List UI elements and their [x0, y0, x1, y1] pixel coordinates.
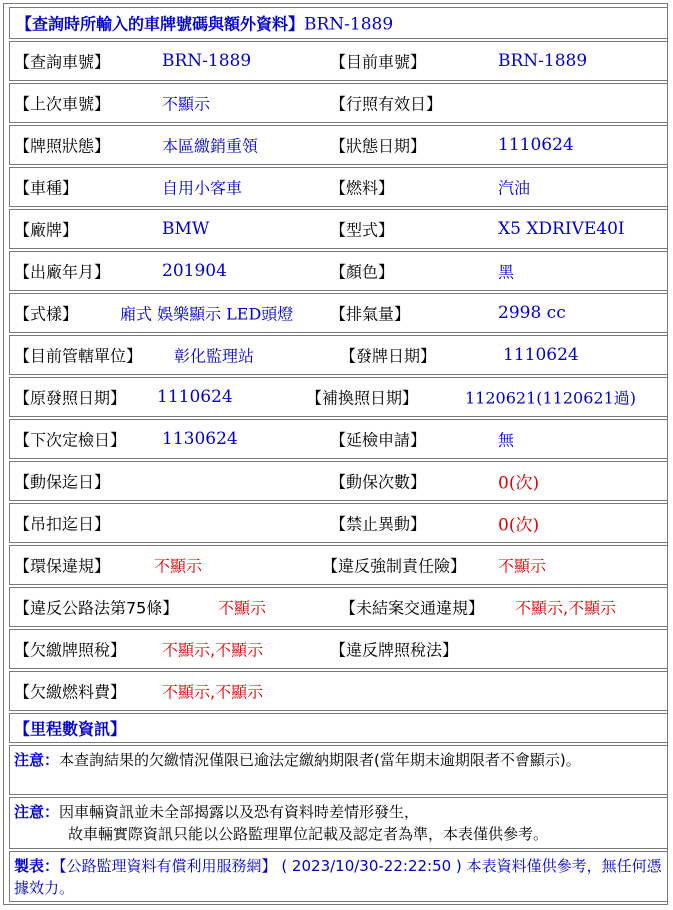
insurance-violation-label: 【違反強制責任險】 [322, 556, 467, 576]
displacement-label: 【排氣量】 [330, 304, 411, 324]
previous-plate-value: 不顯示 [162, 94, 211, 114]
footer-source: 【公路監理資料有償利用服務網】 [59, 857, 277, 875]
note-row-1 [9, 745, 668, 795]
row-type [9, 167, 668, 207]
note-1 [14, 749, 663, 771]
footer-row [9, 851, 668, 902]
license-valid-label: 【行照有效日】 [330, 94, 443, 114]
original-license-value: 1110624 [157, 387, 233, 407]
query-plate-label: 【查詢車號】 [14, 52, 111, 72]
manufacture-value: 201904 [162, 261, 227, 281]
pending-traffic-value: 不顯示,不顯示 [515, 598, 617, 618]
unpaid-fuel-fee-label: 【欠繳燃料費】 [14, 682, 127, 702]
note-row-2 [9, 797, 668, 849]
header-title [16, 12, 393, 35]
fuel-value: 汽油 [498, 178, 531, 198]
row-seizure [9, 503, 668, 543]
note-2 [14, 801, 663, 845]
row-office [9, 335, 668, 375]
row-style [9, 293, 668, 333]
next-inspection-label: 【下次定檢日】 [14, 430, 127, 450]
note-1-prefix: 注意： [14, 751, 60, 769]
displacement-value: 2998 cc [498, 303, 566, 323]
lien-count-label: 【動保次數】 [330, 472, 427, 492]
env-violation-value: 不顯示 [154, 556, 203, 576]
issue-date-value: 1110624 [503, 345, 579, 365]
unpaid-fuel-fee-value: 不顯示,不顯示 [162, 682, 264, 702]
vehicle-type-label: 【車種】 [14, 178, 79, 198]
footer-time: ( 2023/10/30-22:22:50 ) [281, 857, 462, 875]
inspection-extension-value: 無 [498, 430, 515, 450]
row-road-law [9, 587, 668, 627]
status-date-value: 1110624 [498, 135, 574, 155]
road-law-value: 不顯示 [218, 598, 267, 618]
brand-value: BMW [162, 219, 210, 239]
road-law-label: 【違反公路法第75條】 [14, 598, 179, 618]
transfer-ban-value: 0(次) [498, 515, 540, 536]
license-tax-law-label: 【違反牌照稅法】 [330, 640, 459, 660]
transfer-ban-label: 【禁止異動】 [330, 514, 427, 534]
env-violation-label: 【環保違規】 [14, 556, 111, 576]
row-inspection [9, 419, 668, 459]
footer-note [14, 855, 663, 899]
header-row [9, 7, 668, 39]
style-value: 廂式 娛樂顯示 LED頭燈 [120, 304, 294, 324]
unpaid-license-tax-value: 不顯示,不顯示 [162, 640, 264, 660]
brand-label: 【廠牌】 [14, 220, 79, 240]
model-value: X5 XDRIVE40I [498, 219, 625, 239]
current-plate-value: BRN-1889 [498, 51, 588, 71]
row-status [9, 125, 668, 165]
row-lien [9, 461, 668, 501]
vehicle-type-value: 自用小客車 [162, 178, 243, 198]
inspection-extension-label: 【延檢申請】 [330, 430, 427, 450]
current-plate-label: 【目前車號】 [330, 52, 427, 72]
manufacture-label: 【出廠年月】 [14, 262, 111, 282]
issue-date-label: 【發牌日期】 [340, 346, 437, 366]
insurance-violation-value: 不顯示 [498, 556, 547, 576]
row-brand [9, 209, 668, 249]
row-manufacture [9, 251, 668, 291]
status-date-label: 【狀態日期】 [330, 136, 427, 156]
plate-status-label: 【牌照狀態】 [14, 136, 111, 156]
mileage-label: 【里程數資訊】 [14, 719, 127, 739]
previous-plate-label: 【上次車號】 [14, 94, 111, 114]
row-license-tax [9, 629, 668, 669]
pending-traffic-label: 【未結案交通違規】 [340, 598, 485, 618]
note-2-prefix: 注意： [14, 803, 60, 821]
header-label: 【查詢時所輸入的車牌號碼與額外資料】 [16, 14, 305, 34]
footer-prefix: 製表： [14, 857, 60, 875]
renew-license-label: 【補換照日期】 [306, 388, 419, 408]
lien-count-value: 0(次) [498, 473, 540, 494]
next-inspection-value: 1130624 [162, 429, 238, 449]
row-license [9, 377, 668, 417]
unpaid-license-tax-label: 【欠繳牌照稅】 [14, 640, 127, 660]
office-label: 【目前管轄單位】 [14, 346, 143, 366]
header-plate: BRN-1889 [304, 14, 394, 35]
row-fuel-fee [9, 671, 668, 711]
footer-text: 本表資料僅供參考，無任何憑據效力。 [14, 857, 662, 897]
row-mileage [9, 713, 668, 743]
model-label: 【型式】 [330, 220, 395, 240]
row-env [9, 545, 668, 585]
renew-license-value: 1120621(1120621過) [465, 388, 637, 408]
style-label: 【式樣】 [14, 304, 79, 324]
color-value: 黑 [498, 262, 515, 282]
office-value: 彰化監理站 [174, 346, 255, 366]
result-table [3, 3, 668, 905]
original-license-label: 【原發照日期】 [14, 388, 127, 408]
note-2-line-2: 故車輛實際資訊只能以公路監理單位記載及認定者為準，本表僅供參考。 [68, 825, 549, 843]
row-plate [9, 41, 668, 81]
color-label: 【顏色】 [330, 262, 395, 282]
row-previous [9, 83, 668, 123]
note-1-text: 本查詢結果的欠繳情況僅限已逾法定繳納期限者(當年期末逾期限者不會顯示)。 [59, 751, 581, 769]
plate-status-value: 本區繳銷重領 [162, 136, 259, 156]
fuel-label: 【燃料】 [330, 178, 395, 198]
lien-until-label: 【動保迄日】 [14, 472, 111, 492]
query-plate-value: BRN-1889 [162, 51, 252, 71]
note-2-line-1: 因車輛資訊並未全部揭露以及恐有資料時差情形發生， [59, 803, 420, 821]
seizure-until-label: 【吊扣迄日】 [14, 514, 111, 534]
